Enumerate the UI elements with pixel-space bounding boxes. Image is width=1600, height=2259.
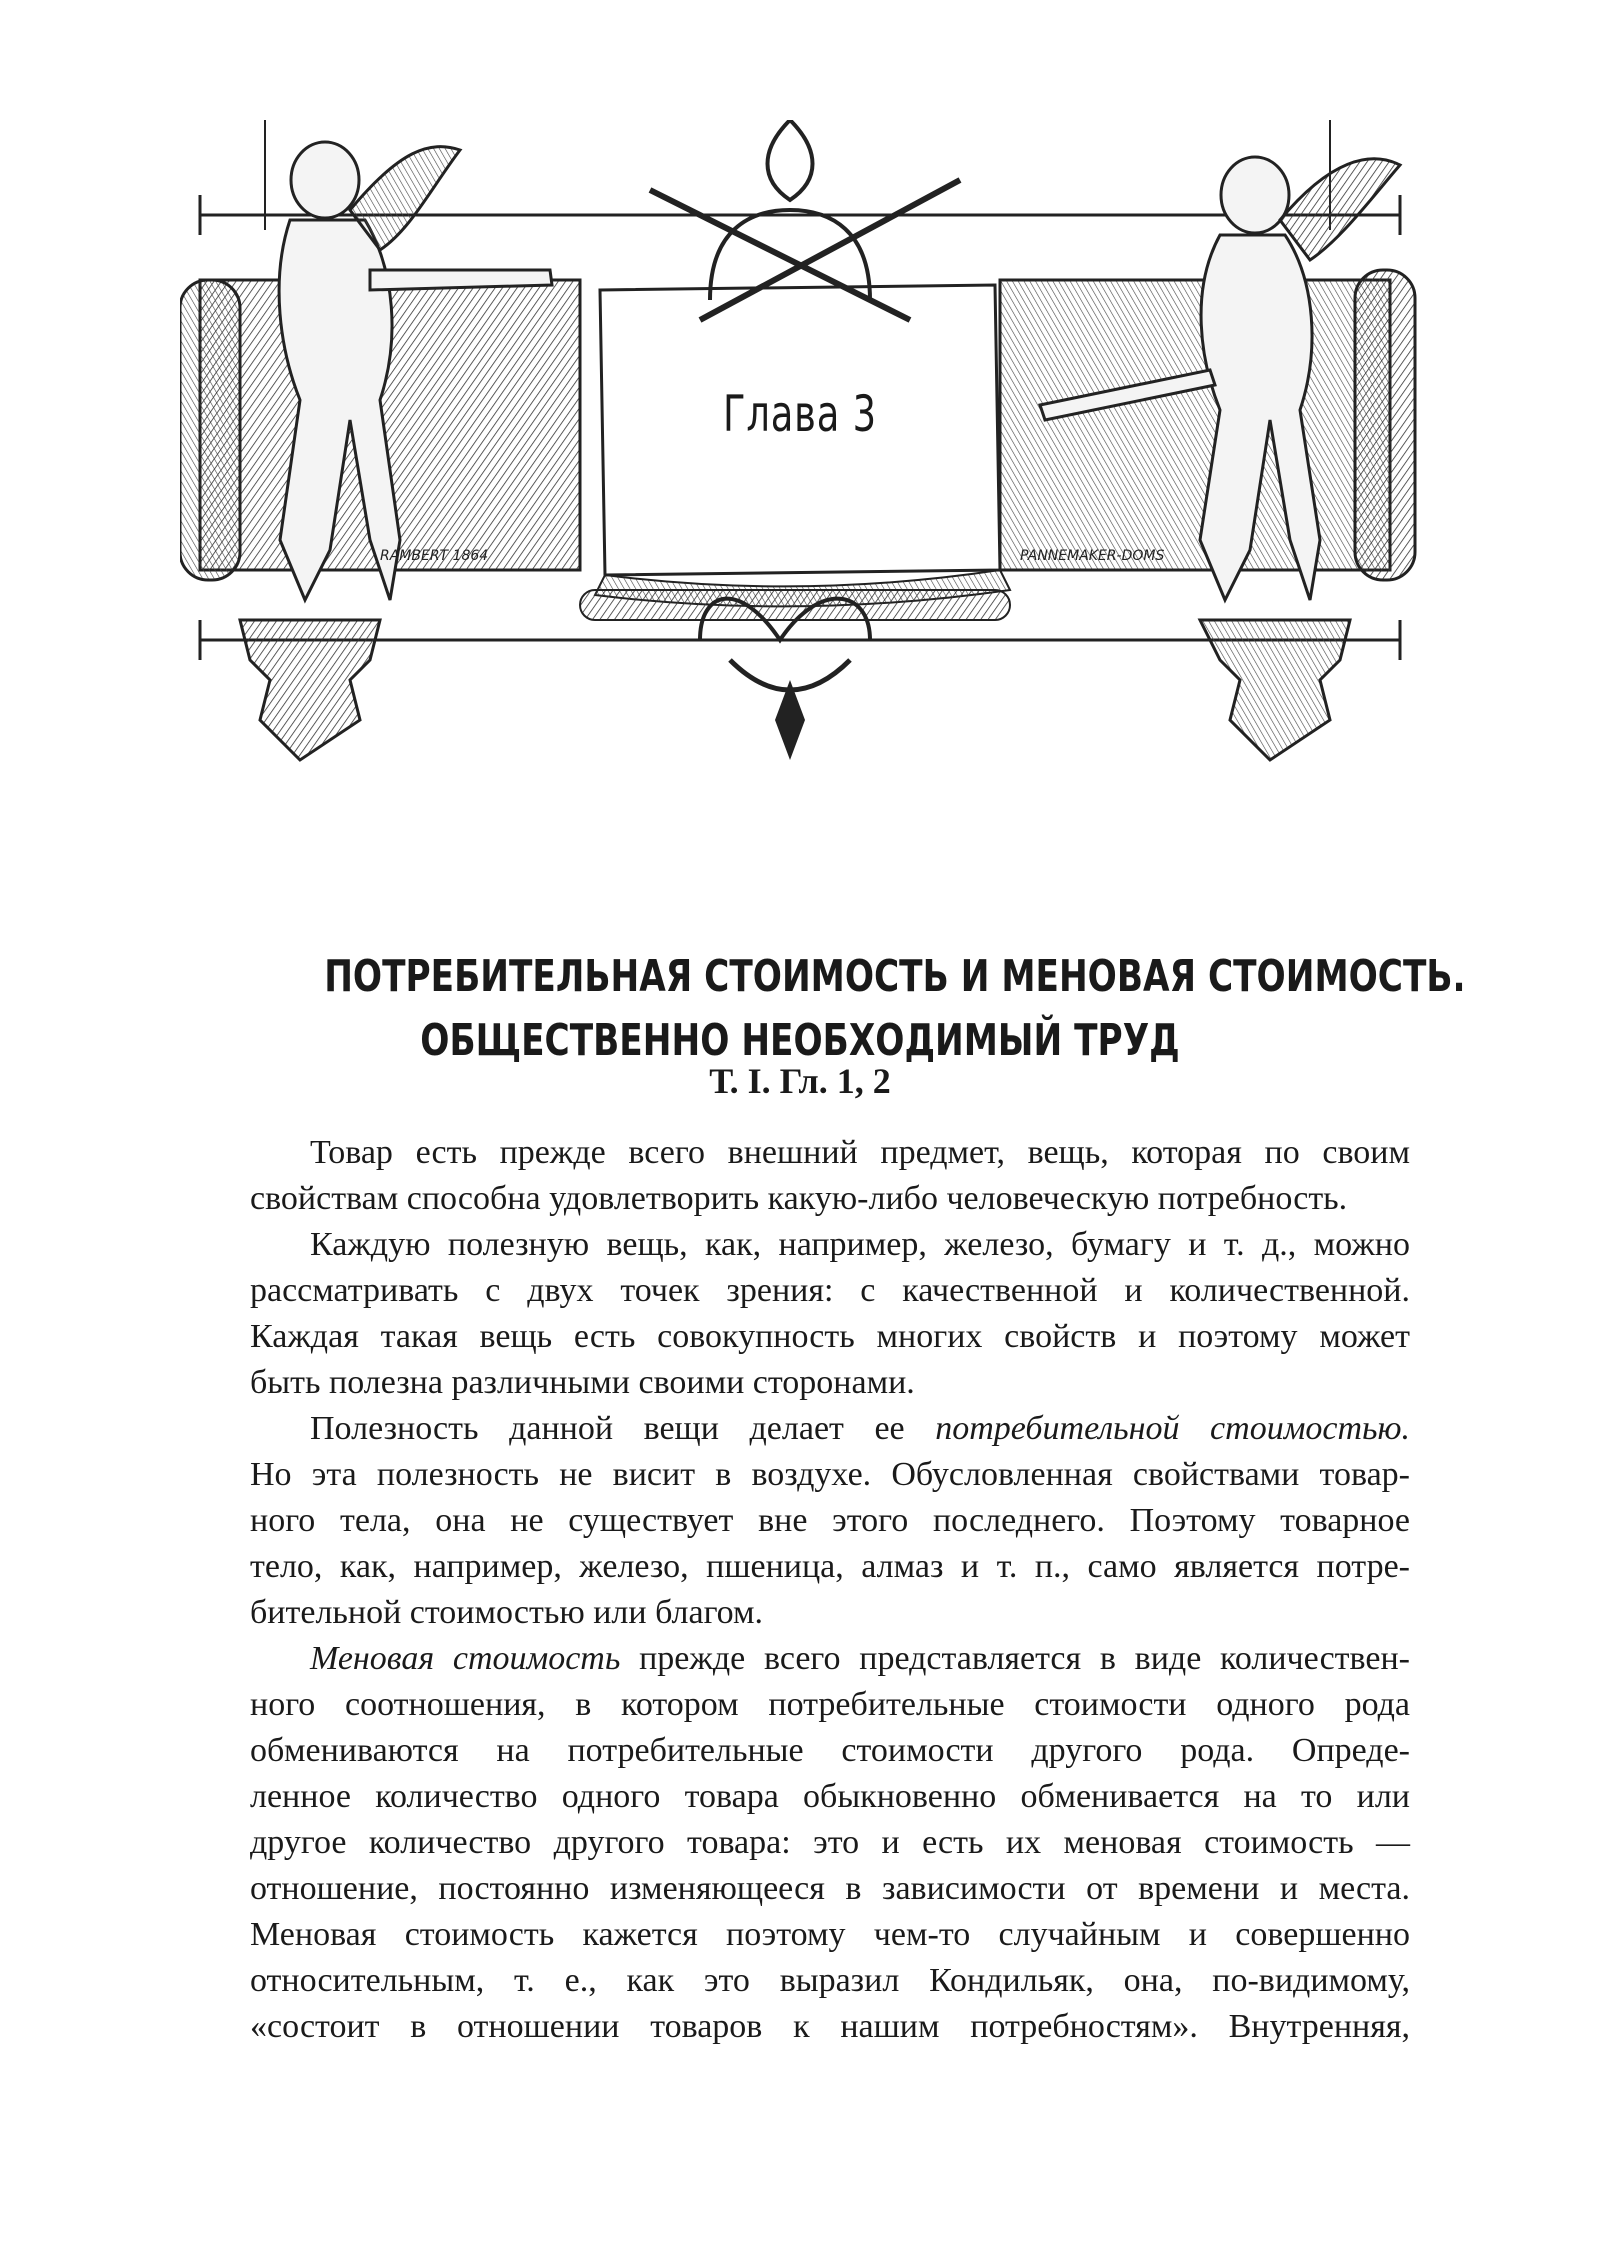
- source-reference: Т. I. Гл. 1, 2: [709, 1061, 891, 1101]
- chapter-headpiece-engraving: [180, 120, 1420, 810]
- paragraph-4: [190, 1636, 1410, 2050]
- text-line: ленное количество одного товара обыкновенно обменивается на то или: [250, 1778, 1410, 1815]
- term-use-value: потребительной стоимостью.: [935, 1410, 1410, 1447]
- engraver-signature-right: PANNEMAKER-DOMS: [1020, 548, 1165, 564]
- text-line: быть полезна различными своими сторонами.: [250, 1364, 915, 1401]
- text-line: отношение, постоянно изменяющееся в зависимости от времени и места.: [250, 1870, 1410, 1907]
- text-line: Товар есть прежде всего внешний предмет, вещь, которая по своим: [310, 1134, 1410, 1171]
- text-line: ного тела, она не существует вне этого последнего. Поэтому товарное: [250, 1502, 1410, 1539]
- text-line: ного соотношения, в котором потребительные стоимости одного рода: [250, 1686, 1410, 1723]
- text-line: другое количество другого товара: это и есть их меновая стоимость —: [250, 1824, 1410, 1861]
- text-line: свойствам способна удовлетворить какую-либо человеческую потребность.: [250, 1180, 1348, 1217]
- chapter-title-line-1: ПОТРЕБИТЕЛЬНАЯ СТОИМОСТЬ И МЕНОВАЯ СТОИМОСТЬ.: [324, 951, 1466, 1003]
- chapter-number: Глава 3: [723, 385, 877, 443]
- chapter-title: [190, 945, 1466, 1073]
- term-exchange-value: Меновая стоимость: [310, 1640, 621, 1677]
- text-line: рассматривать с двух точек зрения: с качественной и количественной.: [250, 1272, 1410, 1309]
- chapter-body: [190, 1130, 1410, 2050]
- text-line: [190, 1406, 1410, 1452]
- paragraph-3: [190, 1406, 1410, 1636]
- text-line: Каждую полезную вещь, как, например, железо, бумагу и т. д., можно: [310, 1226, 1410, 1263]
- engraving-illustration: [180, 120, 1420, 810]
- text-line: Но эта полезность не висит в воздухе. Обусловленная свойствами товар-: [250, 1456, 1410, 1493]
- chapter-title-line-2: ОБЩЕСТВЕННО НЕОБХОДИМЫЙ ТРУД: [420, 1015, 1180, 1067]
- text-line: бительной стоимостью или благом.: [250, 1594, 764, 1631]
- engraver-signature-left: RAMBERT 1864: [380, 548, 489, 564]
- paragraph-2: [190, 1222, 1410, 1406]
- paragraph-1: [190, 1130, 1410, 1222]
- text-line: относительным, т. е., как это выразил Кондильяк, она, по-видимому,: [250, 1962, 1410, 1999]
- text-run: Полезность данной вещи делает ее: [310, 1410, 936, 1447]
- text-line: Меновая стоимость кажется поэтому чем-то случайным и совершенно: [250, 1916, 1410, 1953]
- text-line: тело, как, например, железо, пшеница, алмаз и т. п., само является потре-: [250, 1548, 1410, 1585]
- text-line: Каждая такая вещь есть совокупность многих свойств и поэтому может: [250, 1318, 1410, 1355]
- text-run: прежде всего представляется в виде количествен-: [620, 1640, 1410, 1677]
- text-line: «состоит в отношении товаров к нашим потребностям». Внутренняя,: [250, 2008, 1410, 2045]
- text-line: [190, 1636, 1410, 1682]
- text-line: обмениваются на потребительные стоимости другого рода. Опреде-: [250, 1732, 1410, 1769]
